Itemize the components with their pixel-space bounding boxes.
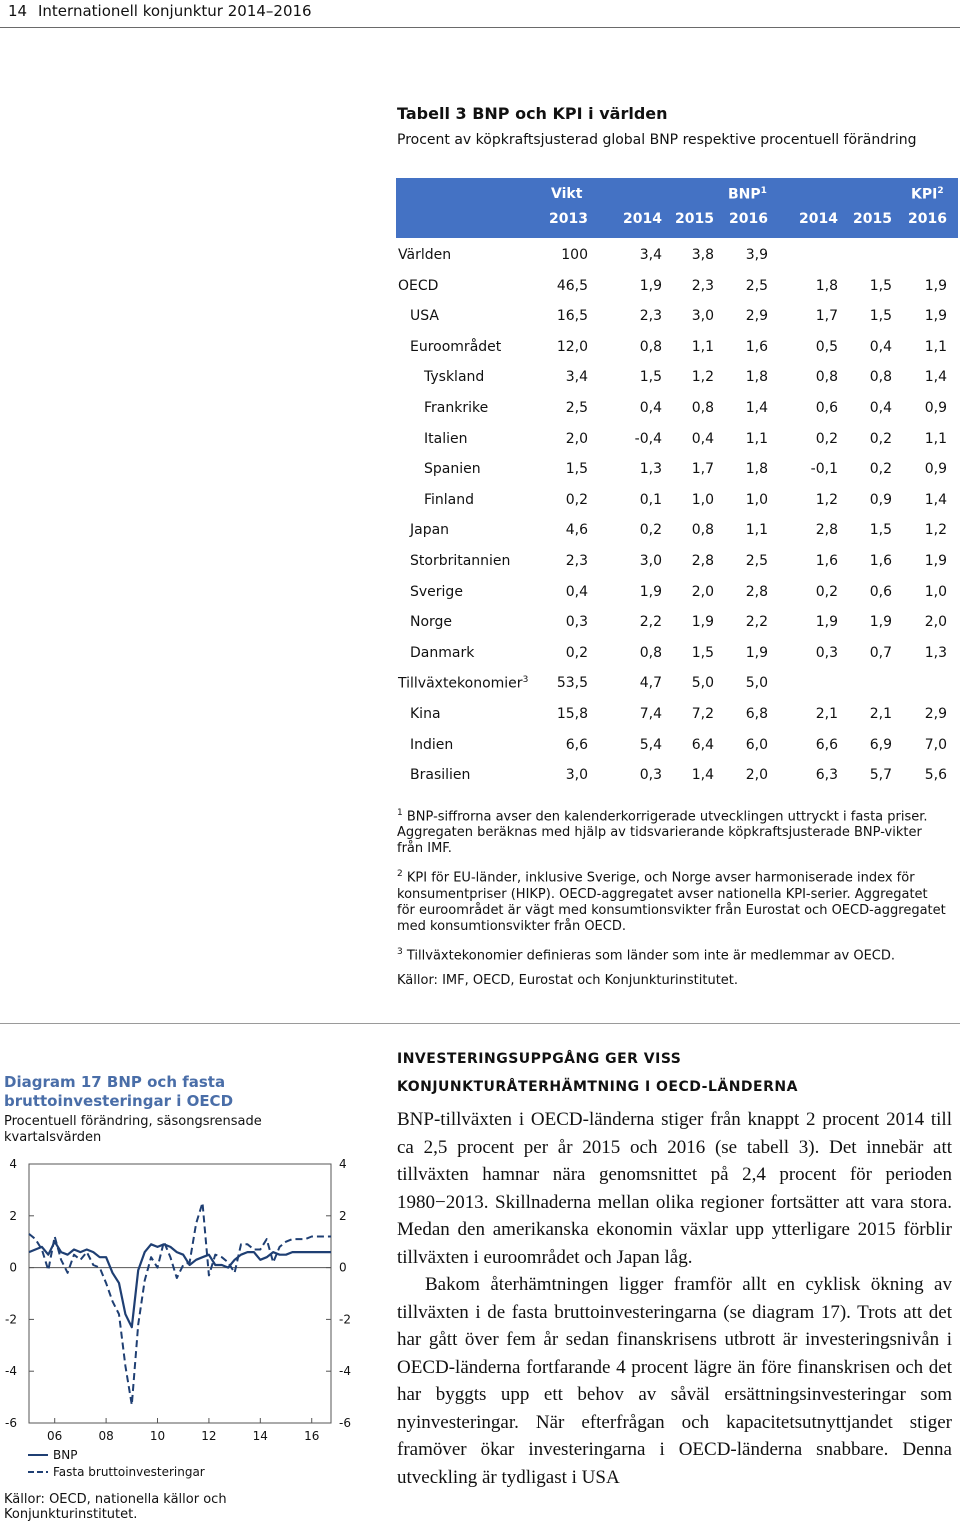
row-label: Världen <box>398 247 452 263</box>
table-cell: 0,9 <box>924 461 947 478</box>
table-cell: 0,8 <box>639 338 662 355</box>
footnote: $^3$ Tillväxtekonomier definieras som länder som inte är medlemmar av OECD. <box>397 946 896 963</box>
table-cell: 2,2 <box>639 614 662 631</box>
table-cell: 1,3 <box>639 461 662 478</box>
table-cell: 2,5 <box>565 400 588 416</box>
table-cell: 1,3 <box>924 644 947 661</box>
body-text <box>397 1106 952 1491</box>
table-cell: 1,4 <box>745 400 768 416</box>
row-label: USA <box>410 308 439 325</box>
row-label: Japan <box>410 522 450 539</box>
table-cell: 0,9 <box>869 491 892 508</box>
header-year: 2014 <box>799 211 838 227</box>
table-row <box>396 584 956 614</box>
table-cell: 6,4 <box>691 736 714 753</box>
table-row <box>396 339 956 369</box>
table-cell: 0,9 <box>924 400 947 416</box>
table-row <box>396 369 956 399</box>
y-tick-label-right: -4 <box>339 1364 351 1379</box>
x-tick-label: 06 <box>47 1429 63 1443</box>
footnote: $^2$ KPI för EU-länder, inklusive Sverige, och Norge avser harmoniserade index för konsumentpriser (HIKP). OECD-aggregatet avser nationella KPI-serier. Aggregatet för euroområdet är vägt med konsumtionsvikter från Eurostat och OECD-aggregatet med konsumtionsvikter från OECD. <box>397 869 946 934</box>
y-tick-label: 4 <box>9 1157 17 1171</box>
table-row <box>396 308 956 338</box>
table-cell: 3,0 <box>691 308 714 325</box>
y-tick-label: 0 <box>9 1260 17 1275</box>
table-cell: 0,1 <box>639 491 662 508</box>
table-cell: 1,5 <box>869 277 892 294</box>
table-cell: 6,3 <box>815 767 838 784</box>
row-label: Spanien <box>424 461 481 478</box>
header-year: 2014 <box>623 211 662 227</box>
table-cell: 6,6 <box>565 736 588 753</box>
table-cell: 6,0 <box>745 736 768 753</box>
legend-label: Fasta bruttoinvesteringar <box>53 1465 205 1479</box>
table-cell: 6,9 <box>869 736 892 753</box>
table-cell: 2,3 <box>691 277 714 294</box>
table-cell: 1,6 <box>815 553 838 569</box>
table-cell: 53,5 <box>556 675 588 692</box>
header-year: 2015 <box>853 211 892 227</box>
table-cell: 1,0 <box>924 583 947 600</box>
section-heading-line: KONJUNKTURÅTERHÄMTNING I OECD-LÄNDERNA <box>397 1079 798 1095</box>
table-cell: 1,1 <box>745 522 768 539</box>
table-footnotes <box>397 805 947 998</box>
table-cell: 0,6 <box>815 400 838 416</box>
header-vikt: Vikt <box>551 186 583 202</box>
table-cell: 0,4 <box>565 583 588 600</box>
legend-label: BNP <box>53 1448 78 1462</box>
table-row <box>396 675 956 705</box>
x-tick-label: 16 <box>304 1429 320 1443</box>
header-year: 2015 <box>675 211 714 227</box>
table-header <box>396 178 958 238</box>
footnote: $^1$ BNP-siffrorna avser den kalenderkorrigerade utvecklingen uttryckt i fasta priser. Aggregaten beräknas med hjälp av tidsvarierande köpkraftsjusterade BNP-vikter från IMF. <box>397 808 928 857</box>
row-label: Sverige <box>410 583 463 600</box>
table-cell: 1,9 <box>815 614 838 631</box>
table-cell: 5,0 <box>691 675 714 692</box>
row-label: Euroområdet <box>410 338 502 355</box>
table-cell: 5,0 <box>745 675 768 692</box>
table-cell: 0,2 <box>565 644 588 661</box>
table-cell: 1,8 <box>815 277 838 294</box>
header-kpi: KPI$^2$ <box>911 186 944 203</box>
row-label: Finland <box>424 491 475 508</box>
table-cell: 3,0 <box>565 767 588 784</box>
table-cell: 46,5 <box>556 277 588 294</box>
table-cell: 1,6 <box>745 338 768 355</box>
table-cell: 1,9 <box>924 553 947 569</box>
diagram-title: Diagram 17 BNP och fasta bruttoinvesteringar i OECD <box>4 1073 234 1110</box>
table-row <box>396 431 956 461</box>
table-cell: 6,8 <box>745 706 768 722</box>
header-bnp: BNP$^1$ <box>728 186 767 203</box>
section-heading-line: INVESTERINGSUPPGÅNG GER VISS <box>397 1051 682 1067</box>
row-label: Indien <box>410 736 454 753</box>
table-cell: 6,6 <box>815 736 838 753</box>
table-cell: 2,5 <box>745 553 768 569</box>
table-cell: 0,4 <box>639 400 662 416</box>
table-cell: 5,7 <box>869 767 892 784</box>
table-cell: 0,4 <box>869 400 892 416</box>
table-cell: 2,5 <box>745 277 768 294</box>
table-cell: 16,5 <box>556 308 588 325</box>
table-cell: 1,5 <box>565 461 588 478</box>
table-cell: 2,3 <box>639 308 662 325</box>
table-row <box>396 400 956 430</box>
table-title: Tabell 3 BNP och KPI i världen <box>397 104 668 123</box>
table-cell: 7,0 <box>924 736 947 753</box>
table-cell: 1,9 <box>924 277 947 294</box>
y-tick-label-right: -6 <box>339 1416 351 1430</box>
table-cell: 100 <box>561 247 588 263</box>
table-cell: 2,8 <box>745 583 768 600</box>
table-cell: 2,0 <box>745 767 768 784</box>
header-year: 2013 <box>549 211 588 227</box>
y-tick-label: 2 <box>9 1208 17 1223</box>
table-cell: 2,1 <box>869 706 892 722</box>
y-tick-label: -6 <box>5 1416 17 1430</box>
table-row <box>396 614 956 644</box>
page-header <box>0 0 960 28</box>
table-cell: 2,0 <box>565 430 588 447</box>
paragraph: BNP-tillväxten i OECD-länderna stiger från knappt 2 procent 2014 till ca 2,5 procent per år 2015 och 2016 (se tabell 3). Det innebär att tillväxten hamnar nära genomsnittet på 2,4 procent för perioden 1980−2013. Skillnaderna mellan olika regioner fortsätter att vara stora. Medan den amerikanska ekonomin växlar upp ytterligare 2015 förblir tillväxten i euroområdet och Japan låg. <box>397 1109 952 1268</box>
table-cell: 0,8 <box>815 369 838 386</box>
table-cell: -0,1 <box>810 461 838 478</box>
table-cell: 2,2 <box>745 614 768 631</box>
x-tick-label: 10 <box>149 1429 166 1443</box>
table-cell: 0,2 <box>565 491 588 508</box>
table-row <box>396 767 956 797</box>
table-cell: 1,9 <box>745 644 768 661</box>
divider <box>0 1023 960 1024</box>
table-cell: 1,9 <box>639 277 662 294</box>
table-cell: 3,9 <box>745 247 768 263</box>
table-cell: 0,8 <box>691 522 714 539</box>
table-cell: 1,7 <box>815 308 838 325</box>
table-cell: 2,9 <box>745 308 768 325</box>
table-cell: 0,3 <box>815 644 838 661</box>
table-cell: 3,4 <box>565 369 588 386</box>
table-row <box>396 461 956 491</box>
table-cell: 1,0 <box>745 491 768 508</box>
table-cell: 1,8 <box>745 369 768 386</box>
table-cell: 0,2 <box>869 461 892 478</box>
section-heading <box>397 1045 957 1101</box>
table-cell: 1,5 <box>869 308 892 325</box>
table-cell: 1,5 <box>639 369 662 386</box>
header-year: 2016 <box>729 211 768 227</box>
row-label: OECD <box>398 277 439 294</box>
table-cell: 1,1 <box>924 338 947 355</box>
y-tick-label: -4 <box>5 1364 17 1379</box>
table-cell: 5,6 <box>924 767 947 784</box>
table-cell: 3,0 <box>639 553 662 569</box>
table-cell: 1,6 <box>869 553 892 569</box>
y-tick-label-right: -2 <box>339 1312 351 1327</box>
table-cell: 2,3 <box>565 553 588 569</box>
table-source: Källor: IMF, OECD, Eurostat och Konjunkturinstitutet. <box>397 972 739 988</box>
table-cell: 2,0 <box>924 614 947 631</box>
table-cell: 0,4 <box>691 430 714 447</box>
row-label: Danmark <box>410 644 475 661</box>
table-row <box>396 553 956 583</box>
table-cell: 15,8 <box>556 706 588 722</box>
table-row <box>396 706 956 736</box>
paragraph: Bakom återhämtningen ligger framför allt en cyklisk ökning av tillväxten i de fasta bruttoinvesteringarna (se diagram 17). Trots att det har gått över fem år sedan finanskrisens utbrott är investeringsnivån i OECD-länderna fortfarande 4 procent lägre än före finanskrisen och det har byggts upp ett behov av såväl ersättningsinvesteringar som nyinvesteringar. När efterfrågan och kapacitetsutnyttjandet stiger framöver ökar investeringarna i OECD-länderna snabbare. Denna utveckling är tydligast i USA <box>397 1274 952 1488</box>
table-cell: 1,7 <box>691 461 714 478</box>
row-label: Brasilien <box>410 767 471 784</box>
table-cell: 1,4 <box>691 767 714 784</box>
table-cell: 2,9 <box>924 706 947 722</box>
table-cell: 3,4 <box>639 247 662 263</box>
table-cell: 4,7 <box>639 675 662 692</box>
table-subtitle: Procent av köpkraftsjusterad global BNP respektive procentuell förändring <box>397 132 917 148</box>
line-chart <box>0 1150 370 1490</box>
table-cell: 5,4 <box>639 736 662 753</box>
header-year: 2016 <box>908 211 947 227</box>
row-label: Kina <box>410 706 441 722</box>
diagram-source: Källor: OECD, nationella källor och Konjunkturinstitutet. <box>4 1492 227 1522</box>
table-cell: 1,2 <box>691 369 714 386</box>
table-cell: 0,2 <box>869 430 892 447</box>
table-cell: 4,6 <box>565 522 588 539</box>
table-cell: 1,1 <box>924 430 947 447</box>
table-row <box>396 737 956 767</box>
table-cell: 0,8 <box>691 400 714 416</box>
table-cell: 0,3 <box>565 614 588 631</box>
page-number: 14 <box>8 2 28 20</box>
table-cell: 7,2 <box>691 706 714 722</box>
table-cell: 1,8 <box>745 461 768 478</box>
table-cell: 12,0 <box>556 338 588 355</box>
row-label: Storbritannien <box>410 553 511 569</box>
running-title: Internationell konjunktur 2014–2016 <box>38 2 312 20</box>
table-cell: 2,1 <box>815 706 838 722</box>
table-cell: 0,8 <box>639 644 662 661</box>
y-tick-label-right: 2 <box>339 1208 347 1223</box>
table-cell: 1,0 <box>691 491 714 508</box>
table-cell: 0,2 <box>815 583 838 600</box>
table-cell: 1,9 <box>639 583 662 600</box>
row-label: Tillväxtekonomier$^3$ <box>398 675 529 693</box>
y-tick-label: -2 <box>5 1312 17 1327</box>
x-tick-label: 12 <box>201 1429 217 1443</box>
table-cell: 0,4 <box>869 338 892 355</box>
table-cell: 1,2 <box>815 491 838 508</box>
table-cell: 1,1 <box>691 338 714 355</box>
table-cell: 2,0 <box>691 583 714 600</box>
table-cell: 3,8 <box>691 247 714 263</box>
x-tick-label: 14 <box>252 1429 268 1443</box>
table-cell: 1,4 <box>924 491 947 508</box>
table-cell: 0,2 <box>815 430 838 447</box>
y-tick-label-right: 4 <box>339 1157 347 1171</box>
table-cell: 1,2 <box>924 522 947 539</box>
table-cell: 0,3 <box>639 767 662 784</box>
table-row <box>396 492 956 522</box>
table-row <box>396 645 956 675</box>
plot-frame <box>29 1164 331 1423</box>
row-label: Norge <box>410 614 453 631</box>
table-row <box>396 278 956 308</box>
table-row <box>396 522 956 552</box>
table-cell: -0,4 <box>634 430 662 447</box>
table-cell: 0,7 <box>869 644 892 661</box>
table-cell: 1,9 <box>924 308 947 325</box>
table-cell: 0,5 <box>815 338 838 355</box>
table-cell: 7,4 <box>639 706 662 722</box>
table-cell: 1,5 <box>869 522 892 539</box>
x-tick-label: 08 <box>98 1429 114 1443</box>
table-cell: 2,8 <box>815 522 838 539</box>
table-cell: 0,8 <box>869 369 892 386</box>
table-cell: 1,4 <box>924 369 947 386</box>
row-label: Italien <box>424 430 468 447</box>
y-tick-label-right: 0 <box>339 1260 347 1275</box>
row-label: Tyskland <box>424 369 485 386</box>
row-label: Frankrike <box>424 400 489 416</box>
series-line-investments <box>29 1203 331 1405</box>
table-cell: 1,9 <box>691 614 714 631</box>
table-cell: 1,5 <box>691 644 714 661</box>
table-cell: 1,1 <box>745 430 768 447</box>
table-cell: 2,8 <box>691 553 714 569</box>
table-cell: 0,6 <box>869 583 892 600</box>
diagram-subtitle: Procentuell förändring, säsongsrensade kvartalsvärden <box>4 1114 262 1145</box>
table-cell: 0,2 <box>639 522 662 539</box>
table-cell: 1,9 <box>869 614 892 631</box>
table-row <box>396 247 956 277</box>
